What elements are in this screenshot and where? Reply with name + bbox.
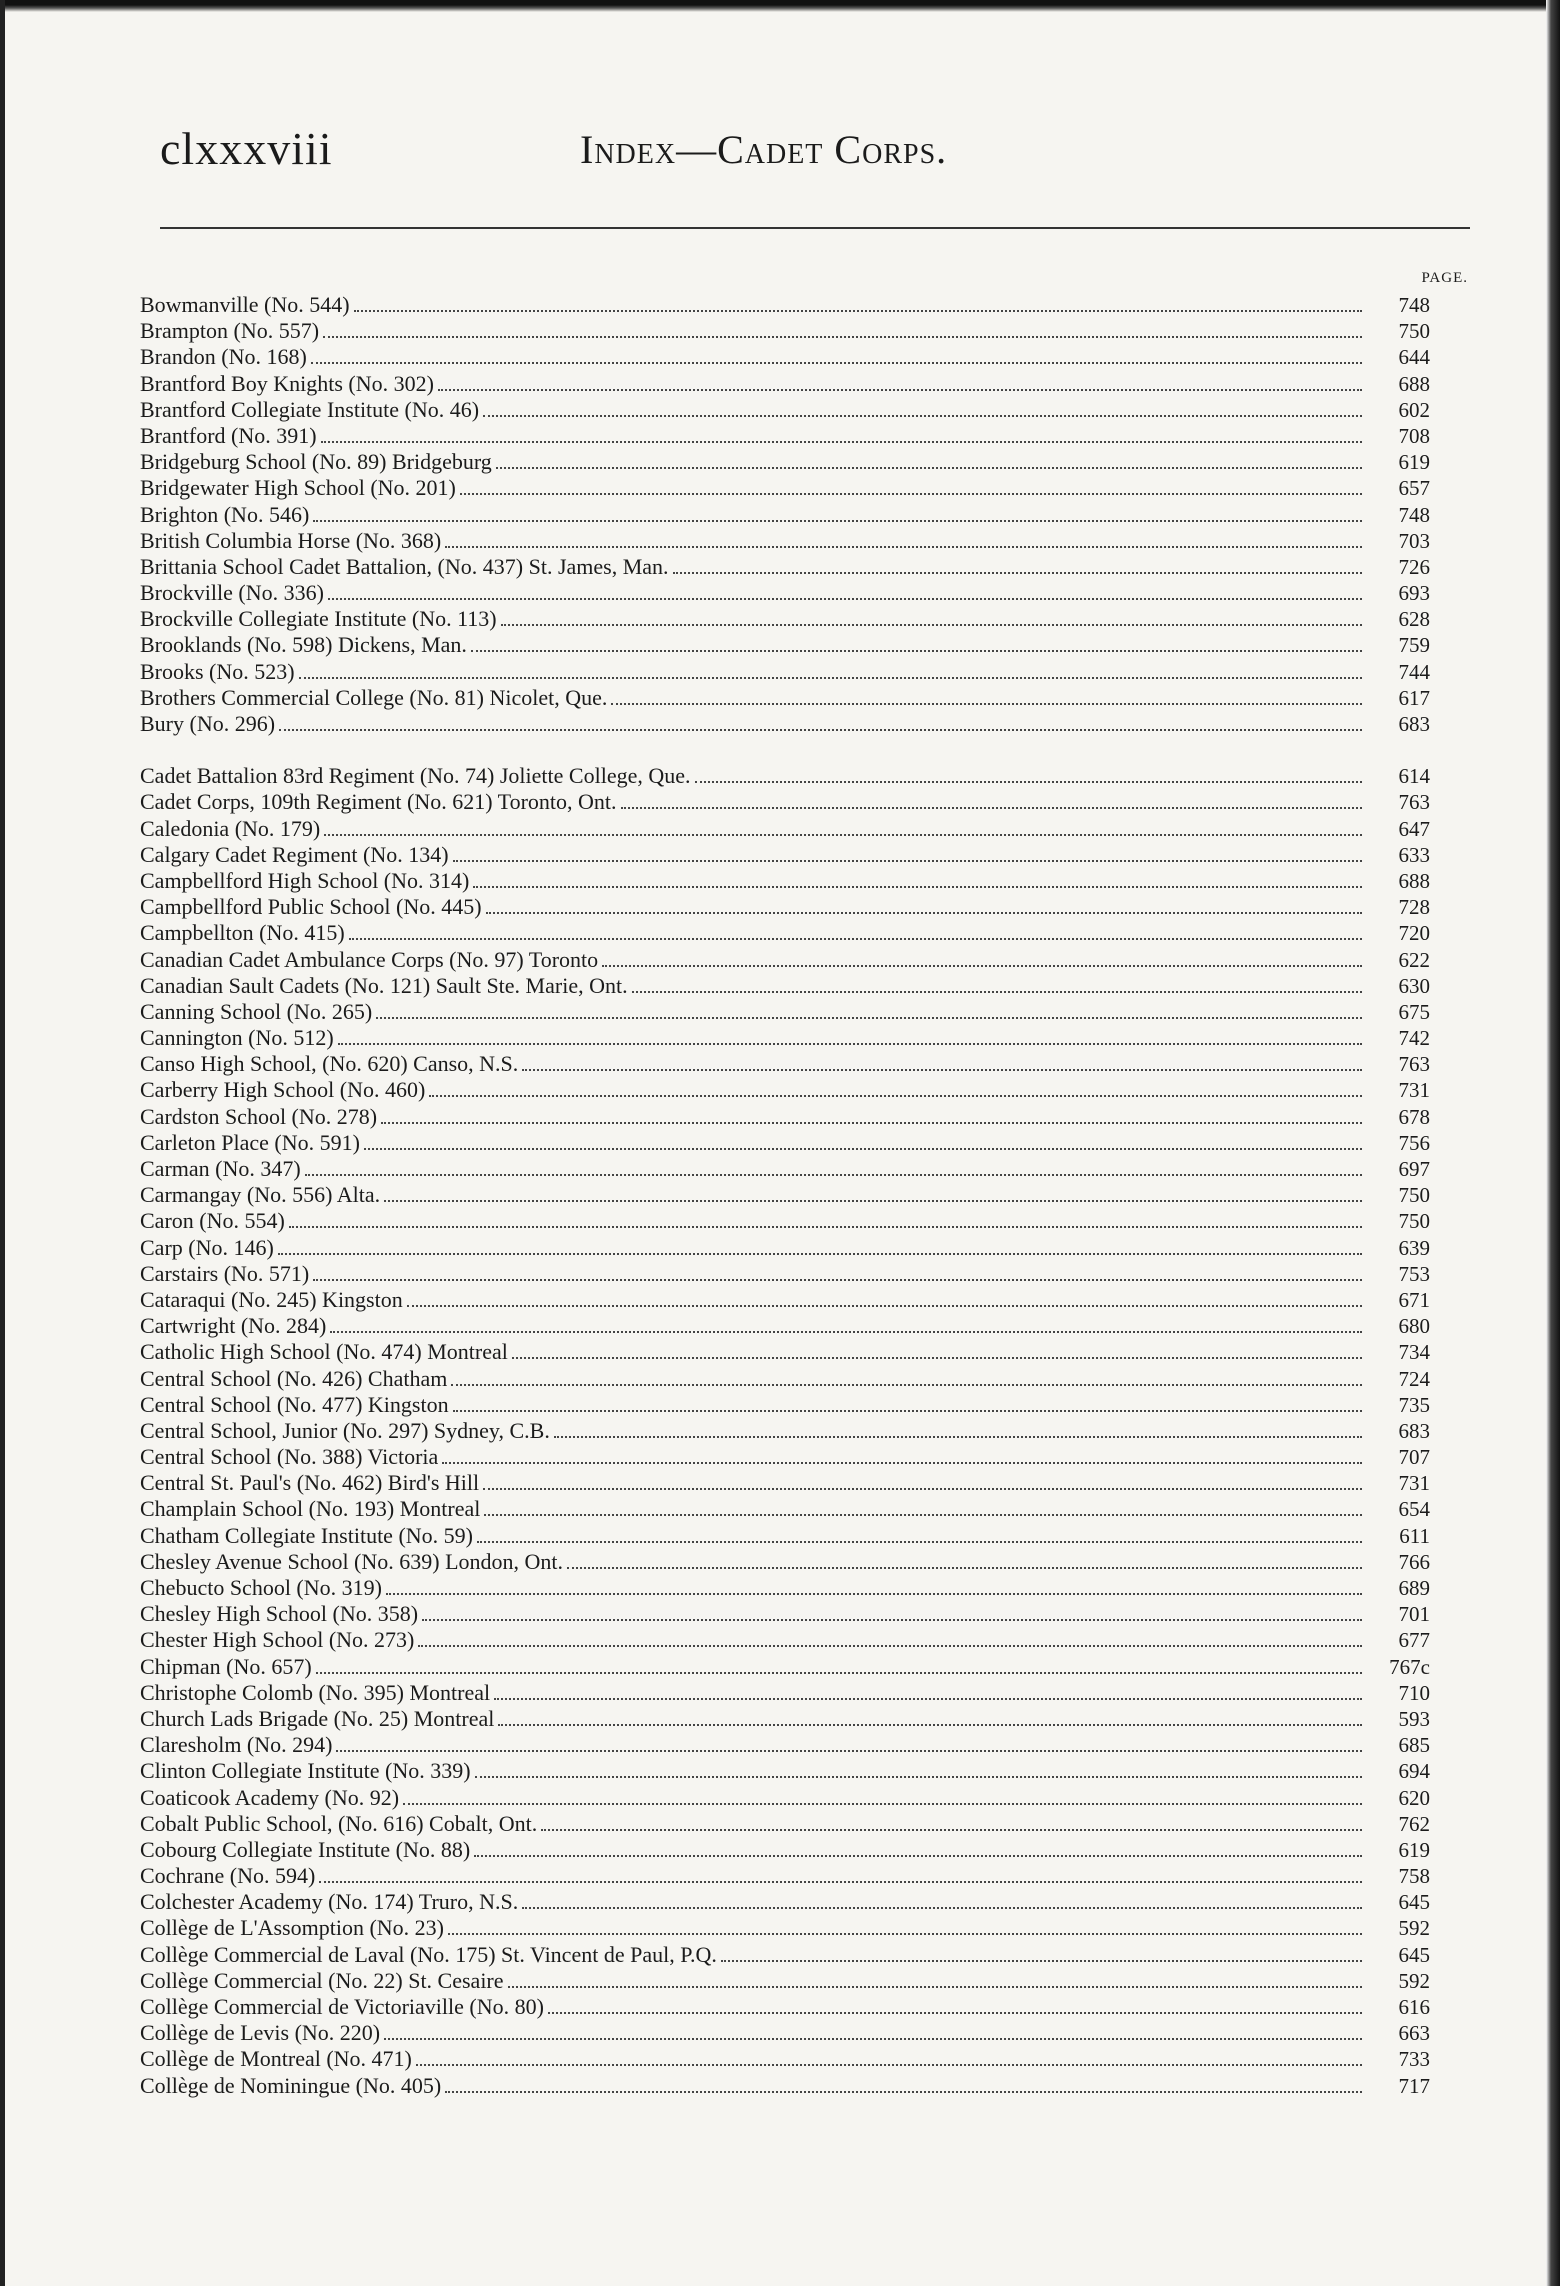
entry-name: British Columbia Horse (No. 368) xyxy=(140,527,442,553)
entry-name: Collège Commercial de Victoriaville (No. 80) xyxy=(140,1994,544,2019)
dot-leader xyxy=(483,1487,1362,1490)
entry-page-number: 619 xyxy=(1398,450,1430,475)
entry-name: Collège Commercial de Laval (No. 175) St. Vincent de Paul, P.Q. xyxy=(140,1941,717,1967)
entry-page-number: 763 xyxy=(1398,790,1430,815)
entry-page-number: 645 xyxy=(1398,1890,1430,1915)
dot-leader xyxy=(416,2063,1362,2066)
entry-name: Brantford Collegiate Institute (No. 46) xyxy=(140,396,480,422)
page-number: clxxxviii xyxy=(160,123,333,174)
entry-page-number: 619 xyxy=(1398,1837,1430,1862)
index-entry xyxy=(140,1339,1430,1365)
dot-leader xyxy=(477,1540,1362,1543)
header-rule xyxy=(160,227,1470,229)
entry-name: Collège Commercial (No. 22) St. Cesaire xyxy=(140,1967,504,1993)
index-entry xyxy=(140,632,1430,658)
entry-name: Canso High School, (No. 620) Canso, N.S. xyxy=(140,1051,519,1077)
dot-leader xyxy=(471,649,1362,652)
entry-name: Collège de L'Assomption (No. 23) xyxy=(140,1915,444,1941)
entry-name: Carleton Place (No. 591) xyxy=(140,1129,360,1155)
entry-page-number: 750 xyxy=(1398,1209,1430,1234)
index-entry xyxy=(140,318,1430,344)
index-entry xyxy=(140,1654,1430,1680)
entry-page-number: 647 xyxy=(1398,816,1430,841)
entry-name: Brooklands (No. 598) Dickens, Man. xyxy=(140,632,467,658)
entry-name: Carmangay (No. 556) Alta. xyxy=(140,1182,381,1208)
entry-name: Cannington (No. 512) xyxy=(140,1025,334,1051)
entry-name: Cobourg Collegiate Institute (No. 88) xyxy=(140,1836,471,1862)
dot-leader xyxy=(279,728,1362,731)
entry-name: Brothers Commercial College (No. 81) Nicolet, Que. xyxy=(140,684,608,710)
entry-name: Cardston School (No. 278) xyxy=(140,1103,378,1129)
entry-page-number: 734 xyxy=(1398,1340,1430,1365)
dot-leader xyxy=(429,1094,1362,1097)
entry-page-number: 735 xyxy=(1398,1392,1430,1417)
entry-page-number: 677 xyxy=(1398,1628,1430,1653)
entry-name: Christophe Colomb (No. 395) Montreal xyxy=(140,1679,491,1705)
dot-leader xyxy=(483,414,1362,417)
entry-name: Canadian Sault Cadets (No. 121) Sault Ste. Marie, Ont. xyxy=(140,972,628,998)
entry-name: Central St. Paul's (No. 462) Bird's Hill xyxy=(140,1470,480,1496)
index-entry xyxy=(140,1051,1430,1077)
entry-page-number: 633 xyxy=(1398,842,1430,867)
dot-leader xyxy=(448,1932,1362,1935)
dot-leader xyxy=(381,1121,1362,1124)
index-entry xyxy=(140,973,1430,999)
index-entry xyxy=(140,1968,1430,1994)
index-entry xyxy=(140,371,1430,397)
dot-leader xyxy=(541,1828,1362,1831)
index-entry xyxy=(140,397,1430,423)
index-entry xyxy=(140,344,1430,370)
page-column-label: PAGE. xyxy=(1421,270,1468,286)
entry-page-number: 688 xyxy=(1398,371,1430,396)
entry-page-number: 731 xyxy=(1398,1078,1430,1103)
dot-leader xyxy=(384,1199,1362,1202)
entry-page-number: 616 xyxy=(1398,1995,1430,2019)
entry-page-number: 748 xyxy=(1398,293,1430,317)
entry-name: Bridgewater High School (No. 201) xyxy=(140,475,456,501)
entry-name: Canadian Cadet Ambulance Corps (No. 97) Toronto xyxy=(140,946,599,972)
entry-name: Cochrane (No. 594) xyxy=(140,1863,316,1889)
index-entry xyxy=(140,1706,1430,1732)
entry-name: Chatham Collegiate Institute (No. 59) xyxy=(140,1522,473,1548)
entry-name: Bowmanville (No. 544) xyxy=(140,292,350,317)
entry-name: Brandon (No. 168) xyxy=(140,344,307,370)
entry-name: Brantford (No. 391) xyxy=(140,422,317,448)
entry-page-number: 593 xyxy=(1398,1706,1430,1731)
index-entry xyxy=(140,1680,1430,1706)
entry-name: Bridgeburg School (No. 89) Bridgeburg xyxy=(140,449,492,475)
entry-name: Claresholm (No. 294) xyxy=(140,1732,333,1758)
dot-leader xyxy=(486,911,1362,914)
page-header xyxy=(160,122,1440,192)
entry-page-number: 693 xyxy=(1398,581,1430,606)
entry-page-number: 592 xyxy=(1398,1968,1430,1993)
dot-leader xyxy=(313,519,1362,522)
dot-leader xyxy=(494,1697,1362,1700)
entry-page-number: 701 xyxy=(1398,1602,1430,1627)
entry-name: Brighton (No. 546) xyxy=(140,501,310,527)
dot-leader xyxy=(673,571,1362,574)
dot-leader xyxy=(328,597,1362,600)
dot-leader xyxy=(278,1252,1362,1255)
dot-leader xyxy=(695,780,1363,783)
index-entry xyxy=(140,1994,1430,2020)
entry-page-number: 728 xyxy=(1398,895,1430,920)
entry-page-number: 611 xyxy=(1399,1523,1430,1548)
entry-page-number: 742 xyxy=(1398,1026,1430,1051)
entry-name: Brantford Boy Knights (No. 302) xyxy=(140,370,434,396)
entry-page-number: 720 xyxy=(1398,921,1430,946)
index-entry xyxy=(140,1863,1430,1889)
entry-name: Chebucto School (No. 319) xyxy=(140,1575,382,1600)
entry-page-number: 654 xyxy=(1398,1497,1430,1522)
entry-page-number: 694 xyxy=(1398,1759,1430,1784)
index-entry xyxy=(140,1837,1430,1863)
index-entry xyxy=(140,449,1430,475)
dot-leader xyxy=(336,1749,1362,1752)
dot-leader xyxy=(338,1042,1362,1045)
index-entry xyxy=(140,475,1430,501)
index-entry xyxy=(140,868,1430,894)
index-section xyxy=(140,292,1430,737)
index-entry xyxy=(140,1523,1430,1549)
entry-page-number: 617 xyxy=(1398,685,1430,710)
index-entry xyxy=(140,1392,1430,1418)
dot-leader xyxy=(512,1356,1362,1359)
entry-page-number: 639 xyxy=(1398,1235,1430,1260)
entry-page-number: 762 xyxy=(1398,1811,1430,1836)
entry-name: Catholic High School (No. 474) Montreal xyxy=(140,1339,508,1365)
dot-leader xyxy=(299,676,1362,679)
entry-page-number: 620 xyxy=(1398,1785,1430,1810)
dot-leader xyxy=(418,1644,1362,1647)
dot-leader xyxy=(330,1330,1362,1333)
entry-name: Cobalt Public School, (No. 616) Cobalt, Ont. xyxy=(140,1810,538,1836)
index-entry xyxy=(140,1077,1430,1103)
dot-leader xyxy=(548,2011,1362,2014)
index-entry xyxy=(140,2073,1430,2099)
entry-name: Brockville Collegiate Institute (No. 113) xyxy=(140,606,497,632)
dot-leader xyxy=(445,545,1362,548)
entry-name: Carstairs (No. 571) xyxy=(140,1260,310,1286)
entry-name: Church Lads Brigade (No. 25) Montreal xyxy=(140,1705,495,1731)
entry-page-number: 767c xyxy=(1389,1654,1430,1679)
index-list xyxy=(140,292,1430,2099)
index-entry xyxy=(140,1758,1430,1784)
index-section xyxy=(140,763,1430,2099)
dot-leader xyxy=(305,1173,1362,1176)
entry-page-number: 685 xyxy=(1398,1733,1430,1758)
entry-page-number: 688 xyxy=(1398,868,1430,893)
index-entry xyxy=(140,685,1430,711)
entry-page-number: 622 xyxy=(1398,947,1430,972)
entry-name: Collège de Montreal (No. 471) xyxy=(140,2046,412,2072)
entry-page-number: 645 xyxy=(1398,1942,1430,1967)
entry-name: Central School (No. 426) Chatham xyxy=(140,1365,448,1391)
entry-name: Collège de Levis (No. 220) xyxy=(140,2020,381,2046)
entry-page-number: 708 xyxy=(1398,423,1430,448)
index-entry xyxy=(140,1287,1430,1313)
dot-leader xyxy=(721,1959,1362,1962)
index-entry xyxy=(140,1366,1430,1392)
entry-page-number: 733 xyxy=(1398,2047,1430,2072)
entry-name: Chester High School (No. 273) xyxy=(140,1627,415,1653)
dot-leader xyxy=(311,361,1362,364)
entry-page-number: 759 xyxy=(1398,633,1430,658)
index-entry xyxy=(140,1313,1430,1339)
index-entry xyxy=(140,528,1430,554)
dot-leader xyxy=(567,1566,1362,1569)
dot-leader xyxy=(422,1618,1362,1621)
entry-name: Carp (No. 146) xyxy=(140,1234,274,1260)
dot-leader xyxy=(407,1304,1362,1307)
dot-leader xyxy=(453,859,1362,862)
index-entry xyxy=(140,1104,1430,1130)
entry-page-number: 724 xyxy=(1398,1366,1430,1391)
entry-name: Coaticook Academy (No. 92) xyxy=(140,1784,400,1810)
index-entry xyxy=(140,1942,1430,1968)
index-entry xyxy=(140,894,1430,920)
entry-name: Bury (No. 296) xyxy=(140,711,276,736)
index-entry xyxy=(140,999,1430,1025)
entry-page-number: 683 xyxy=(1398,712,1430,736)
entry-page-number: 663 xyxy=(1398,2021,1430,2046)
index-entry xyxy=(140,1496,1430,1522)
index-entry xyxy=(140,1261,1430,1287)
index-entry xyxy=(140,1575,1430,1601)
dot-leader xyxy=(319,1880,1362,1883)
index-entry xyxy=(140,920,1430,946)
index-entry xyxy=(140,2046,1430,2072)
entry-name: Brittania School Cadet Battalion, (No. 437) St. James, Man. xyxy=(140,553,669,579)
entry-page-number: 680 xyxy=(1398,1314,1430,1339)
index-entry xyxy=(140,606,1430,632)
dot-leader xyxy=(451,1383,1362,1386)
index-entry xyxy=(140,1418,1430,1444)
entry-name: Colchester Academy (No. 174) Truro, N.S. xyxy=(140,1889,519,1915)
dot-leader xyxy=(554,1435,1362,1438)
dot-leader xyxy=(460,492,1362,495)
index-entry xyxy=(140,1811,1430,1837)
entry-name: Chesley Avenue School (No. 639) London, Ont. xyxy=(140,1548,564,1574)
entry-name: Calgary Cadet Regiment (No. 134) xyxy=(140,841,449,867)
entry-name: Central School (No. 388) Victoria xyxy=(140,1444,439,1470)
entry-page-number: 753 xyxy=(1398,1261,1430,1286)
dot-leader xyxy=(384,2037,1362,2040)
entry-page-number: 630 xyxy=(1398,973,1430,998)
index-entry xyxy=(140,2020,1430,2046)
index-entry xyxy=(140,816,1430,842)
dot-leader xyxy=(496,466,1362,469)
entry-name: Caron (No. 554) xyxy=(140,1208,285,1234)
dot-leader xyxy=(321,440,1362,443)
entry-page-number: 683 xyxy=(1398,1418,1430,1443)
dot-leader xyxy=(475,1775,1362,1778)
index-entry xyxy=(140,1785,1430,1811)
index-entry xyxy=(140,1235,1430,1261)
dot-leader xyxy=(453,1409,1362,1412)
dot-leader xyxy=(611,702,1362,705)
entry-name: Clinton Collegiate Institute (No. 339) xyxy=(140,1758,471,1784)
index-entry xyxy=(140,423,1430,449)
entry-name: Chesley High School (No. 358) xyxy=(140,1601,419,1627)
index-entry xyxy=(140,789,1430,815)
index-entry xyxy=(140,554,1430,580)
dot-leader xyxy=(508,1985,1362,1988)
index-entry xyxy=(140,1444,1430,1470)
dot-leader xyxy=(438,388,1362,391)
entry-name: Caledonia (No. 179) xyxy=(140,815,321,841)
dot-leader xyxy=(501,623,1362,626)
dot-leader xyxy=(442,1461,1362,1464)
index-entry xyxy=(140,1470,1430,1496)
dot-leader xyxy=(522,1906,1362,1909)
entry-page-number: 763 xyxy=(1398,1052,1430,1077)
entry-page-number: 707 xyxy=(1398,1445,1430,1470)
entry-page-number: 744 xyxy=(1398,659,1430,684)
index-entry xyxy=(140,947,1430,973)
entry-page-number: 628 xyxy=(1398,607,1430,632)
index-entry xyxy=(140,1156,1430,1182)
entry-name: Campbellford High School (No. 314) xyxy=(140,867,470,893)
entry-name: Central School, Junior (No. 297) Sydney, C.B. xyxy=(140,1417,550,1443)
entry-page-number: 726 xyxy=(1398,554,1430,579)
entry-name: Central School (No. 477) Kingston xyxy=(140,1391,449,1417)
entry-page-number: 748 xyxy=(1398,502,1430,527)
dot-leader xyxy=(498,1723,1362,1726)
entry-page-number: 766 xyxy=(1398,1549,1430,1574)
entry-page-number: 675 xyxy=(1398,999,1430,1024)
index-entry xyxy=(140,842,1430,868)
entry-page-number: 602 xyxy=(1398,397,1430,422)
index-entry xyxy=(140,1732,1430,1758)
entry-page-number: 678 xyxy=(1398,1104,1430,1129)
index-entry xyxy=(140,711,1430,737)
index-entry xyxy=(140,1889,1430,1915)
entry-page-number: 671 xyxy=(1398,1287,1430,1312)
index-entry xyxy=(140,1915,1430,1941)
entry-name: Collège de Nominingue (No. 405) xyxy=(140,2072,442,2098)
entry-page-number: 750 xyxy=(1398,1183,1430,1208)
dot-leader xyxy=(484,1513,1362,1516)
index-entry xyxy=(140,659,1430,685)
entry-name: Cadet Battalion 83rd Regiment (No. 74) Joliette College, Que. xyxy=(140,763,691,789)
entry-page-number: 756 xyxy=(1398,1130,1430,1155)
index-entry xyxy=(140,1182,1430,1208)
dot-leader xyxy=(473,885,1362,888)
index-entry xyxy=(140,1627,1430,1653)
dot-leader xyxy=(354,309,1362,312)
dot-leader xyxy=(324,833,1362,836)
entry-page-number: 750 xyxy=(1398,319,1430,344)
dot-leader xyxy=(602,964,1362,967)
dot-leader xyxy=(364,1147,1362,1150)
index-entry xyxy=(140,1130,1430,1156)
page-title: Index—Cadet Corps. xyxy=(580,127,948,172)
entry-name: Cadet Corps, 109th Regiment (No. 621) Toronto, Ont. xyxy=(140,789,617,815)
index-entry xyxy=(140,1208,1430,1234)
dot-leader xyxy=(386,1592,1362,1595)
entry-name: Brampton (No. 557) xyxy=(140,318,320,344)
entry-name: Cartwright (No. 284) xyxy=(140,1313,327,1339)
dot-leader xyxy=(313,1278,1362,1281)
dot-leader xyxy=(323,335,1362,338)
entry-name: Campbellton (No. 415) xyxy=(140,920,345,946)
dot-leader xyxy=(316,1671,1362,1674)
entry-name: Champlain School (No. 193) Montreal xyxy=(140,1496,481,1522)
dot-leader xyxy=(403,1802,1362,1805)
dot-leader xyxy=(349,937,1362,940)
entry-name: Cataraqui (No. 245) Kingston xyxy=(140,1286,403,1312)
entry-page-number: 689 xyxy=(1398,1576,1430,1600)
entry-name: Campbellford Public School (No. 445) xyxy=(140,894,482,920)
index-entry xyxy=(140,292,1430,318)
entry-page-number: 731 xyxy=(1398,1471,1430,1496)
dot-leader xyxy=(621,806,1362,809)
dot-leader xyxy=(474,1854,1362,1857)
dot-leader xyxy=(522,1068,1362,1071)
dot-leader xyxy=(289,1225,1362,1228)
entry-page-number: 703 xyxy=(1398,528,1430,553)
dot-leader xyxy=(632,990,1362,993)
index-entry xyxy=(140,1549,1430,1575)
entry-page-number: 697 xyxy=(1398,1157,1430,1181)
index-entry xyxy=(140,1601,1430,1627)
entry-page-number: 717 xyxy=(1398,2073,1430,2098)
entry-page-number: 657 xyxy=(1398,476,1430,501)
entry-page-number: 592 xyxy=(1398,1916,1430,1941)
entry-name: Carberry High School (No. 460) xyxy=(140,1077,426,1103)
index-entry xyxy=(140,1025,1430,1051)
entry-name: Chipman (No. 657) xyxy=(140,1653,312,1679)
dot-leader xyxy=(445,2090,1362,2093)
index-entry xyxy=(140,502,1430,528)
entry-page-number: 614 xyxy=(1398,764,1430,789)
entry-page-number: 644 xyxy=(1398,345,1430,370)
entry-page-number: 758 xyxy=(1398,1864,1430,1889)
entry-page-number: 710 xyxy=(1398,1680,1430,1705)
entry-name: Brockville (No. 336) xyxy=(140,580,324,606)
entry-name: Canning School (No. 265) xyxy=(140,998,373,1024)
index-entry xyxy=(140,763,1430,789)
entry-name: Brooks (No. 523) xyxy=(140,658,295,684)
dot-leader xyxy=(376,1016,1362,1019)
entry-name: Carman (No. 347) xyxy=(140,1156,301,1181)
index-entry xyxy=(140,580,1430,606)
